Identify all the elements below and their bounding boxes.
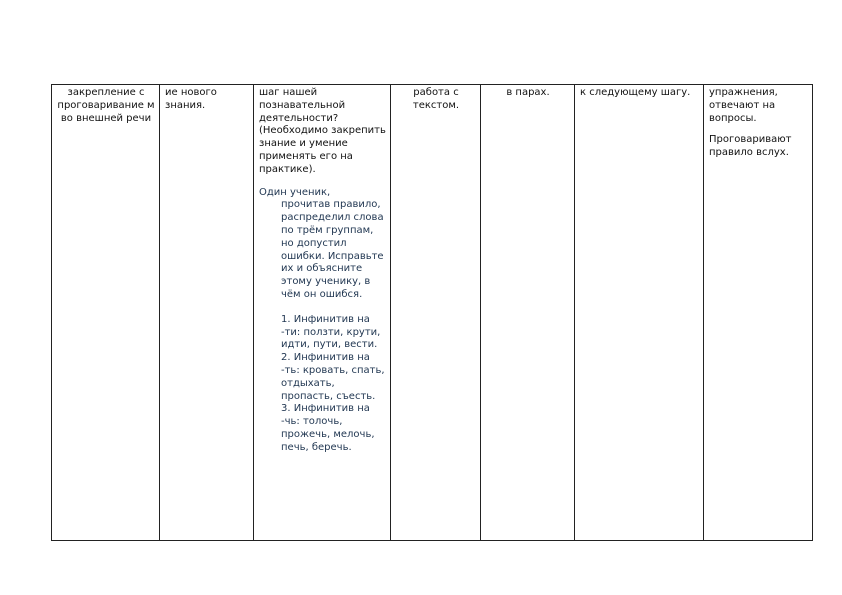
cell-teacher-activity xyxy=(254,85,391,541)
stage-text: закрепление с проговаривание м во внешней речи xyxy=(57,87,155,124)
cell-student-activity xyxy=(704,85,813,541)
task-block xyxy=(259,187,386,455)
list-item: 2. Инфинитив на -ть: кровать, спать, отдыхать, пропасть, съесть. xyxy=(281,352,385,402)
form-text: работа с текстом. xyxy=(412,87,460,111)
table-row xyxy=(52,85,813,541)
transition-text: к следующему шагу. xyxy=(580,87,691,98)
student-activity-2: Проговаривают правило вслух. xyxy=(709,134,792,159)
list-item: 1. Инфинитив на -ти: ползти, крути, идти, пути, вести. xyxy=(281,313,381,351)
teacher-question: шаг нашей познавательной деятельности? (Необходимо закрепить знание и умение применять его на практике). xyxy=(259,87,386,175)
cell-stage xyxy=(52,85,160,541)
cell-form xyxy=(391,85,481,541)
cell-mode xyxy=(481,85,575,541)
cell-transition xyxy=(575,85,704,541)
mode-text: в парах. xyxy=(506,87,550,98)
student-activity-1: упражнения, отвечают на вопросы. xyxy=(709,87,778,124)
lesson-plan-table xyxy=(51,84,813,541)
task-body: прочитав правило, распределил слова по трём группам, но допустил ошибки. Исправьте их и объясните этому ученику, в чём он ошибся. xyxy=(281,199,384,300)
cell-goal xyxy=(160,85,254,541)
list-item: 3. Инфинитив на -чь: толочь, прожечь, мелочь, печь, беречь. xyxy=(281,403,375,453)
goal-text: ие нового знания. xyxy=(165,87,217,111)
task-lead: Один ученик, xyxy=(259,186,331,198)
